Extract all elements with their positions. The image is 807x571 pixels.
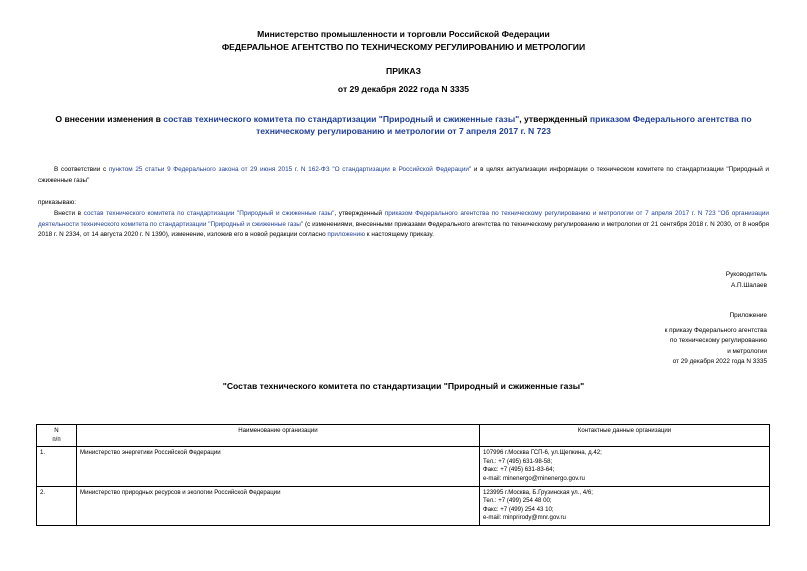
composition-title: "Состав технического комитета по стандартизации "Природный и сжиженные газы" [222,381,585,391]
table-header-row [37,425,770,447]
p3-text-b: , утвержденный [334,210,385,217]
appendix-line-4: и метрологии [727,347,767,355]
agency-header: ФЕДЕРАЛЬНОЕ АГЕНТСТВО ПО ТЕХНИЧЕСКОМУ РЕГУЛИРОВАНИЮ И МЕТРОЛОГИИ [221,42,586,52]
header-contacts: Контактные данные организации [480,425,770,447]
title-text-1: О внесении изменения в [55,114,164,124]
title-text-2: , утвержденный [519,114,590,124]
signature-position: Руководитель [725,271,767,278]
row-contacts [480,486,770,525]
appendix-line-3: по техническому регулированию [670,337,767,344]
paragraph-basis [38,165,769,186]
document-title [30,113,777,137]
p3-link-order[interactable]: приказом Федерального агентства по техническому регулированию и метрологии от 7 апреля 2017 г. N 723 "Об организации деятельности технического комитета по стандартизации "Природный и сжиженные газы" [38,210,769,228]
signature-name: А.П.Шалаев [730,281,767,289]
contact-email: e-mail: minprirody@mnr.gov.ru [483,514,566,522]
p1-text-b: и в целях актуализации информации о техническом комитете по стандартизации "Природный и сжиженные газы" [38,166,770,184]
p1-link-federal-law[interactable]: пунктом 25 статьи 9 Федерального закона от 29 июня 2015 г. N 162-ФЗ "О стандартизации в Российской Федерации" [108,166,472,173]
title-link-composition[interactable]: состав технического комитета по стандартизации "Природный и сжиженные газы" [163,114,520,124]
contact-email: e-mail: minenergo@minenergo.gov.ru [483,474,585,482]
title-link-order[interactable]: приказом Федерального агентства по техническому регулированию и метрологии от 7 апреля 2017 г. N 723 [256,114,752,136]
appendix-line-5: от 29 декабря 2022 года N 3335 [672,358,767,365]
order-date-number: от 29 декабря 2022 года N 3335 [337,84,470,94]
header-organization-name: Наименование организации [77,425,480,447]
contact-phone: Тел.: +7 (499) 254 48 00; [483,497,552,505]
header-number [37,425,77,447]
organizations-table [36,424,770,526]
contact-address: 107996 г.Москва ГСП-6, ул.Щепкина, д.42; [483,449,602,457]
contact-phone: Тел.: +7 (495) 631-98-58; [483,457,553,465]
p3-text-c: (с изменениями, внесенными приказами Федерального агентства по техническому регулированию и метрологии от 21 сентября 2018 г. N 2030, от 8 ноября 2018 г. N 2334, от 14 августа 2020 г. N 1390), изменение, изложив его в новой редакции согласно [38,220,770,238]
row-contacts [480,447,770,486]
row-organization: Министерство энергетики Российской Федерации [77,447,480,486]
header-number-line-2: п/п [52,435,61,443]
paragraph-order-word: приказываю: [38,199,76,206]
p3-text-d: к настоящему приказу. [365,231,434,238]
appendix-line-1: Приложение [729,312,767,319]
signature-block [726,270,767,291]
document-type: ПРИКАЗ [386,66,421,76]
contact-address: 123995 г.Москва, Б.Грузинская ул., 4/6; [483,488,593,496]
row-organization: Министерство природных ресурсов и экологии Российской Федерации [77,486,480,525]
appendix-block [665,311,767,368]
p3-link-appendix[interactable]: приложению [327,231,365,238]
contact-fax: Факс: +7 (495) 631-83-64; [483,466,555,474]
p3-text-a: Внести в [54,210,84,217]
p1-text-a: В соответствии с [54,166,109,173]
appendix-line-2: к приказу Федерального агентства [664,326,767,334]
header-number-line-1: N [54,427,59,434]
paragraph-amendment [38,209,769,241]
ministry-header: Министерство промышленности и торговли Российской Федерации [257,29,550,39]
p3-link-composition[interactable]: состав технического комитета по стандартизации "Природный и сжиженные газы" [83,210,335,217]
row-number: 2. [37,486,77,525]
contact-fax: Факс: +7 (499) 254 43 10; [483,505,554,513]
row-number: 1. [37,447,77,486]
table-row [37,486,770,525]
table-row [37,447,770,486]
